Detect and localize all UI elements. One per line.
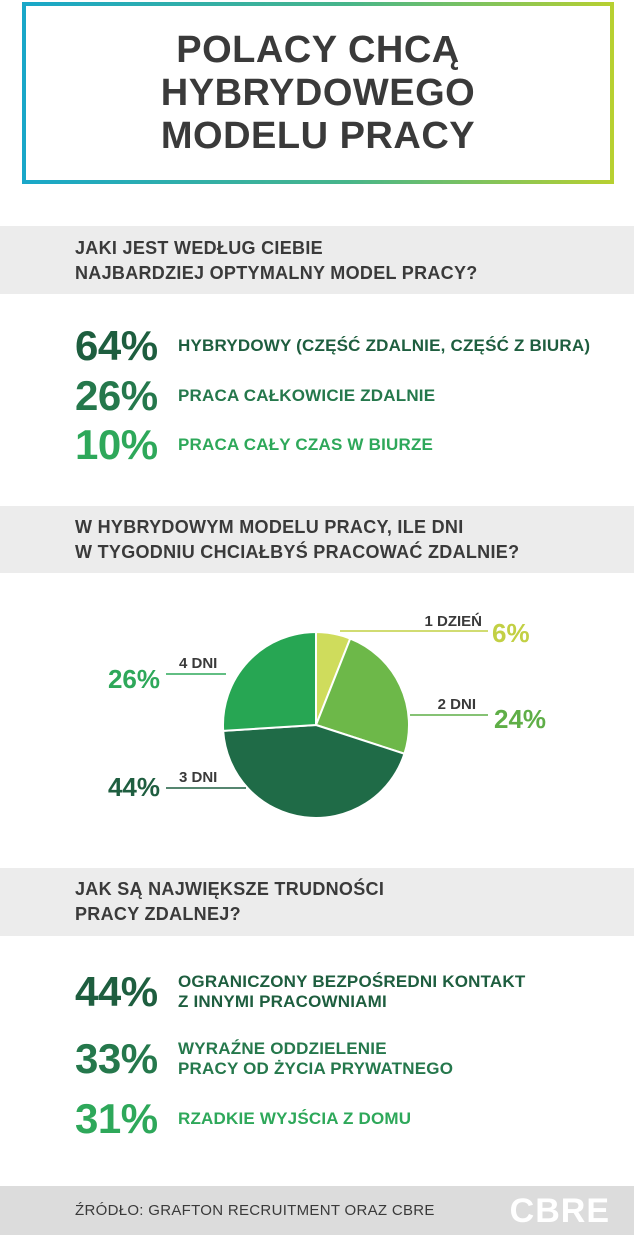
- cbre-logo: CBRE: [509, 1192, 610, 1230]
- pie-category-label: 2 DNI: [437, 696, 476, 713]
- question-3: [75, 877, 384, 927]
- pie-category-label: 1 DZIEŃ: [424, 613, 482, 630]
- stat-row: [75, 372, 435, 420]
- question-1: [75, 236, 478, 286]
- title-line-3: MODELU PRACY: [160, 114, 476, 157]
- stat-label: PRACA CAŁY CZAS W BIURZE: [178, 435, 434, 454]
- question-2-line-2: W TYGODNIU CHCIAŁBYŚ PRACOWAĆ ZDALNIE?: [75, 542, 520, 562]
- stat-percent: 44%: [75, 968, 158, 1015]
- stat-label-line: PRACY OD ŻYCIA PRYWATNEGO: [178, 1059, 454, 1078]
- stat-label: [178, 1039, 453, 1079]
- stat-label: PRACA CAŁKOWICIE ZDALNIE: [178, 386, 436, 405]
- question-1-line-1: JAKI JEST WEDŁUG CIEBIE: [75, 238, 323, 258]
- title-frame: [22, 2, 614, 184]
- stat-row: [75, 322, 590, 370]
- pie-slice: [223, 632, 316, 731]
- stat-row: [75, 1095, 411, 1143]
- stat-label-line: WYRAŹNE ODDZIELENIE: [178, 1039, 387, 1058]
- stat-row: [75, 421, 433, 469]
- stat-label-line: RZADKIE WYJŚCIA Z DOMU: [178, 1109, 412, 1128]
- pie-value-label: 6%: [492, 618, 530, 648]
- title-block: [26, 6, 610, 180]
- pie-value-label: 26%: [107, 664, 160, 694]
- question-band-2: [0, 506, 634, 573]
- pie-category-label: 3 DNI: [179, 769, 218, 786]
- title-line-1: POLACY CHCĄ: [176, 28, 460, 71]
- question-band-1: [0, 226, 634, 294]
- pie-chart: [0, 590, 634, 840]
- stat-label: HYBRYDOWY (CZĘŚĆ ZDALNIE, CZĘŚĆ Z BIURA): [178, 336, 591, 355]
- stat-percent: 10%: [75, 421, 158, 468]
- stat-percent: 64%: [75, 322, 158, 369]
- question-3-line-2: PRACY ZDALNEJ?: [75, 904, 241, 924]
- stat-label: [178, 972, 525, 1012]
- question-2-line-1: W HYBRYDOWYM MODELU PRACY, ILE DNI: [75, 517, 464, 537]
- footer: [0, 1186, 634, 1235]
- stat-percent: 26%: [75, 372, 158, 419]
- stat-label-line: OGRANICZONY BEZPOŚREDNI KONTAKT: [178, 972, 526, 991]
- stat-row: [75, 1035, 453, 1083]
- pie-value-label: 44%: [107, 772, 160, 802]
- title-line-2: HYBRYDOWEGO: [160, 71, 476, 114]
- question-band-3: [0, 868, 634, 936]
- pie-category-label: 4 DNI: [179, 655, 218, 672]
- stat-row: [75, 968, 525, 1016]
- stat-percent: 31%: [75, 1095, 158, 1142]
- question-2: [75, 515, 519, 565]
- stat-label-line: Z INNYMI PRACOWNIAMI: [178, 992, 387, 1011]
- question-3-line-1: JAK SĄ NAJWIĘKSZE TRUDNOŚCI: [75, 879, 385, 899]
- source-text: ŹRÓDŁO: GRAFTON RECRUITMENT ORAZ CBRE: [75, 1202, 435, 1219]
- question-1-line-2: NAJBARDZIEJ OPTYMALNY MODEL PRACY?: [75, 263, 478, 283]
- pie-value-label: 24%: [494, 704, 547, 734]
- stat-percent: 33%: [75, 1035, 158, 1082]
- stat-label: [178, 1109, 411, 1129]
